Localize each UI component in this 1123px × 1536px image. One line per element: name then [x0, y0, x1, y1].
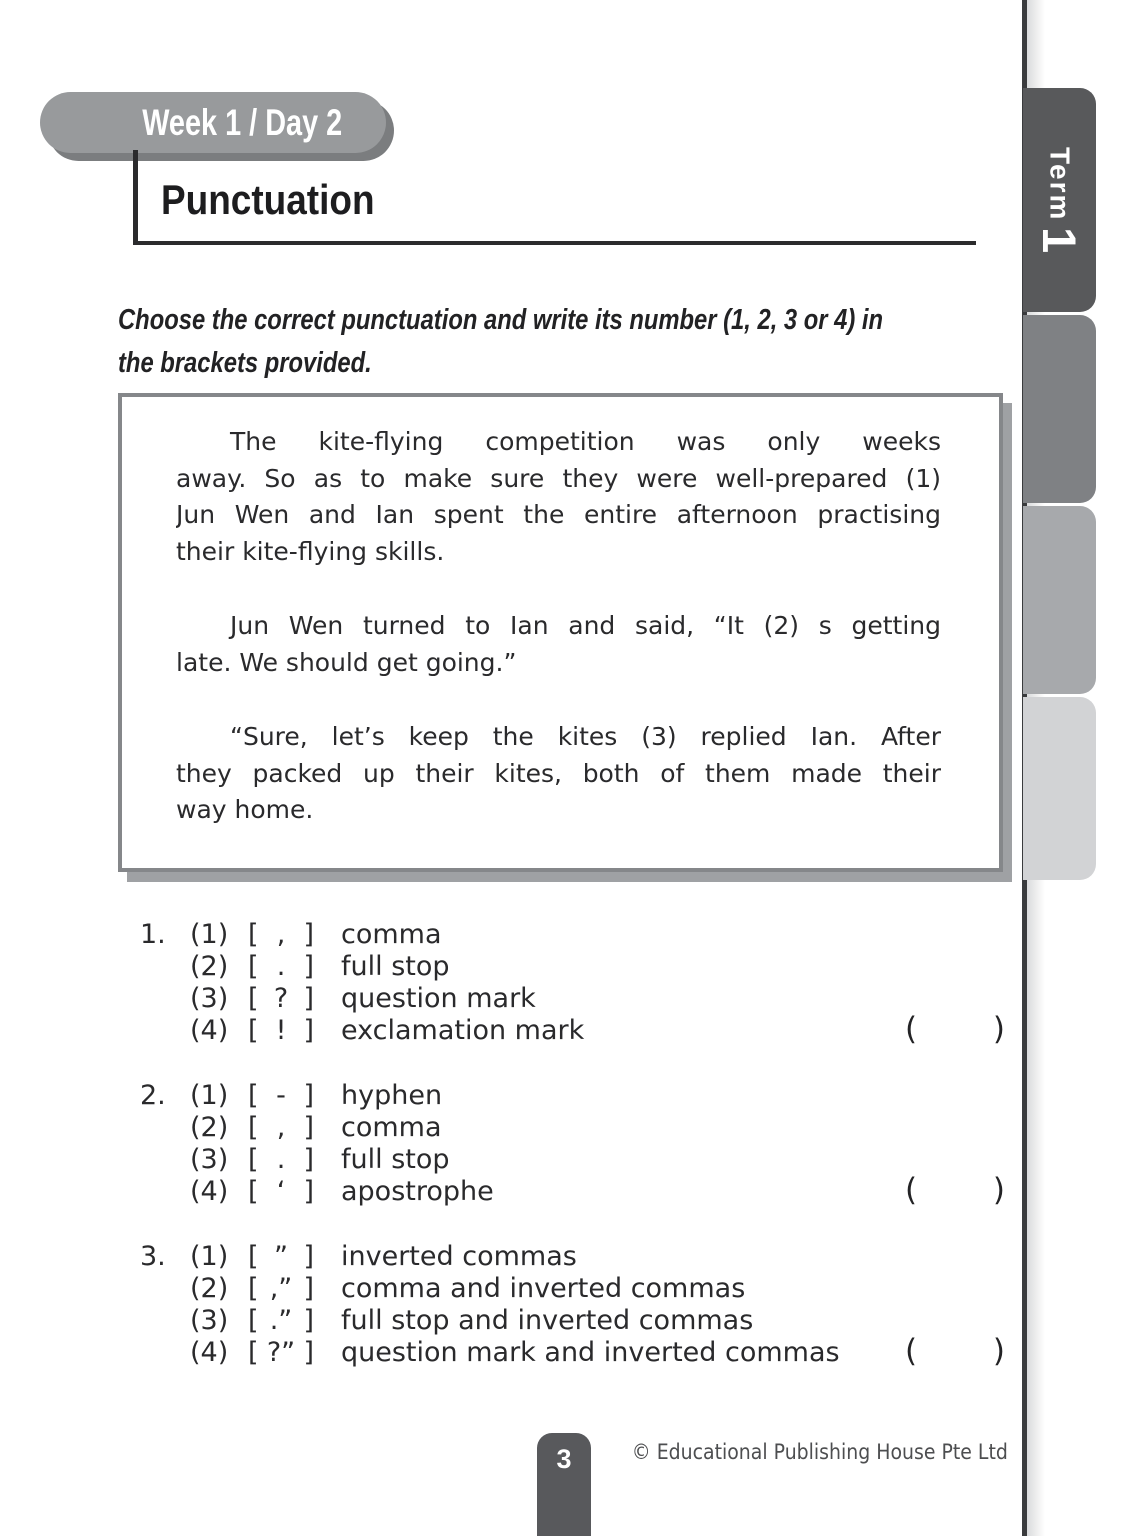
punctuation-symbol: ,: [276, 919, 286, 950]
answer-paren-open: (: [905, 1172, 918, 1208]
punctuation-symbol: .”: [269, 1305, 293, 1336]
option-symbol-bracket: [248, 1080, 314, 1112]
instructions-line-2: the brackets provided.: [118, 347, 372, 379]
punctuation-symbol: .: [276, 951, 286, 982]
option-row: [190, 919, 1005, 951]
bracket-open: [: [248, 919, 259, 950]
option-number: (1): [190, 1241, 229, 1272]
answer-bracket-q2[interactable]: [905, 1172, 1005, 1208]
bracket-close: ]: [303, 1176, 314, 1207]
option-number: (4): [190, 1015, 229, 1046]
answer-bracket-q1[interactable]: [905, 1011, 1005, 1047]
copyright-notice: © Educational Publishing House Pte Ltd: [631, 1440, 1008, 1464]
option-symbol-bracket: [248, 1241, 314, 1273]
option-number: (4): [190, 1176, 229, 1207]
question-2: [140, 1080, 1005, 1208]
bracket-close: ]: [303, 1273, 314, 1304]
answer-paren-close: ): [992, 1011, 1005, 1047]
option-symbol-bracket: [248, 1176, 314, 1208]
question-number: 2.: [140, 1080, 166, 1111]
option-symbol-bracket: [248, 1112, 314, 1144]
answer-paren-close: ): [992, 1333, 1005, 1369]
option-label: hyphen: [341, 1080, 443, 1111]
option-number: (1): [190, 1080, 229, 1111]
passage-line: they packed up their kites, both of them made their: [176, 758, 941, 788]
option-label: comma: [341, 919, 442, 950]
option-label: question mark and inverted commas: [341, 1337, 840, 1368]
option-row: [190, 983, 1005, 1015]
bracket-open: [: [248, 951, 259, 982]
option-number: (3): [190, 1144, 229, 1175]
bracket-open: [: [248, 1176, 259, 1207]
term-tab-text: [1032, 147, 1087, 254]
answer-paren-open: (: [905, 1011, 918, 1047]
bracket-close: ]: [303, 1337, 314, 1368]
page-number: 3: [556, 1444, 572, 1474]
side-tab-4[interactable]: [1023, 697, 1096, 880]
bracket-close: ]: [303, 1112, 314, 1143]
bracket-open: [: [248, 1273, 259, 1304]
question-3: [140, 1241, 1005, 1369]
page-title: Punctuation: [161, 176, 375, 223]
option-symbol-bracket: [248, 919, 314, 951]
passage-paragraph-1: [176, 424, 941, 570]
option-number: (3): [190, 1305, 229, 1336]
question-number: 3.: [140, 1241, 166, 1272]
instructions-line-1: Choose the correct punctuation and write its number (1, 2, 3 or 4) in: [118, 304, 884, 336]
passage-box: [118, 393, 1003, 872]
punctuation-symbol: ”: [274, 1241, 288, 1272]
passage-paragraph-3: [176, 719, 941, 829]
option-symbol-bracket: [248, 1337, 314, 1369]
option-row: [190, 1011, 1005, 1047]
passage-line: their kite-flying skills.: [176, 536, 445, 566]
bracket-close: ]: [303, 1144, 314, 1175]
option-row: [190, 1305, 1005, 1337]
term-1-tab[interactable]: [1023, 88, 1096, 312]
passage-line: late. We should get going.”: [176, 647, 517, 677]
passage-line: “Sure, let’s keep the kites (3) replied Ian. After: [230, 722, 941, 751]
option-number: (2): [190, 1273, 229, 1304]
passage-paragraph-2: [176, 608, 941, 681]
bracket-close: ]: [303, 1080, 314, 1111]
option-row: [190, 951, 1005, 983]
option-row: [190, 1241, 1005, 1273]
punctuation-symbol: -: [276, 1080, 286, 1111]
option-row: [190, 1080, 1005, 1112]
option-row: [190, 1333, 1005, 1369]
week-day-badge: [40, 92, 386, 153]
bracket-close: ]: [303, 1241, 314, 1272]
option-row: [190, 1144, 1005, 1176]
punctuation-symbol: ,”: [269, 1273, 293, 1304]
bracket-close: ]: [303, 1305, 314, 1336]
option-label: exclamation mark: [341, 1015, 585, 1046]
option-symbol-bracket: [248, 1144, 314, 1176]
bracket-open: [: [248, 1241, 259, 1272]
bracket-close: ]: [303, 951, 314, 982]
punctuation-symbol: ,: [276, 1112, 286, 1143]
week-day-label: Week 1 / Day 2: [141, 101, 342, 143]
question-number: 1.: [140, 919, 166, 950]
punctuation-symbol: ?”: [266, 1337, 296, 1368]
bracket-close: ]: [303, 1015, 314, 1046]
option-label: inverted commas: [341, 1241, 577, 1272]
term-label: Term: [1044, 146, 1076, 222]
passage-line: Jun Wen and Ian spent the entire afternoon practising: [176, 500, 941, 529]
passage-line: away. So as to make sure they were well-prepared (1): [176, 463, 941, 493]
answer-bracket-q3[interactable]: [905, 1333, 1005, 1369]
option-symbol-bracket: [248, 983, 314, 1015]
answer-paren-close: ): [992, 1172, 1005, 1208]
option-symbol-bracket: [248, 951, 314, 983]
bracket-close: ]: [303, 919, 314, 950]
option-row: [190, 1172, 1005, 1208]
side-tab-3[interactable]: [1023, 506, 1096, 694]
option-symbol-bracket: [248, 1273, 314, 1305]
punctuation-symbol: !: [275, 1015, 287, 1046]
passage-line: The kite-flying competition was only weeks: [230, 427, 941, 456]
side-tab-2[interactable]: [1023, 315, 1096, 503]
option-row: [190, 1273, 1005, 1305]
bracket-open: [: [248, 1080, 259, 1111]
option-label: full stop and inverted commas: [341, 1305, 754, 1336]
bracket-open: [: [248, 1112, 259, 1143]
bracket-open: [: [248, 1144, 259, 1175]
term-number: 1: [1033, 227, 1086, 254]
option-number: (2): [190, 951, 229, 982]
option-label: comma and inverted commas: [341, 1273, 746, 1304]
option-symbol-bracket: [248, 1015, 314, 1047]
page-number-tab: [537, 1433, 591, 1536]
bracket-open: [: [248, 1337, 259, 1368]
bracket-open: [: [248, 1015, 259, 1046]
option-number: (4): [190, 1337, 229, 1368]
instructions: [118, 299, 1051, 385]
option-label: full stop: [341, 1144, 450, 1175]
option-row: [190, 1112, 1005, 1144]
option-number: (2): [190, 1112, 229, 1143]
option-label: apostrophe: [341, 1176, 494, 1207]
punctuation-symbol: ‘: [276, 1176, 286, 1207]
bracket-close: ]: [303, 983, 314, 1014]
passage-line: Jun Wen turned to Ian and said, “It (2) s getting: [230, 611, 941, 640]
option-number: (1): [190, 919, 229, 950]
punctuation-symbol: .: [276, 1144, 286, 1175]
punctuation-symbol: ?: [273, 983, 289, 1014]
title-rule-horizontal: [133, 241, 976, 245]
option-label: full stop: [341, 951, 450, 982]
option-label: question mark: [341, 983, 536, 1014]
passage-line: way home.: [176, 795, 314, 824]
question-1: [140, 919, 1005, 1047]
option-symbol-bracket: [248, 1305, 314, 1337]
option-label: comma: [341, 1112, 442, 1143]
title-rule-vertical: [133, 150, 138, 245]
option-number: (3): [190, 983, 229, 1014]
bracket-open: [: [248, 1305, 259, 1336]
question-list: [140, 919, 1005, 1402]
bracket-open: [: [248, 983, 259, 1014]
answer-paren-open: (: [905, 1333, 918, 1369]
